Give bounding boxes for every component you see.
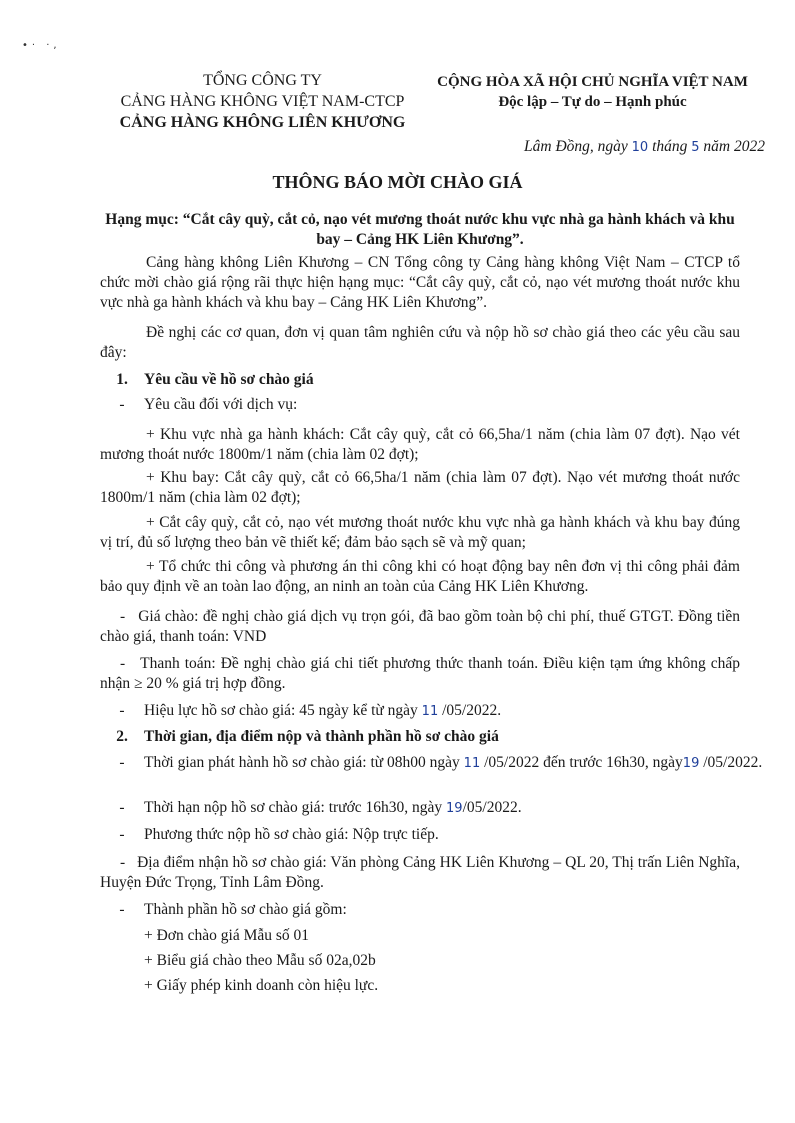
national-line-1: CỘNG HÒA XÃ HỘI CHỦ NGHĨA VIỆT NAM [437,74,748,90]
org-line-2: CẢNG HÀNG KHÔNG VIỆT NAM-CTCP [120,93,405,110]
issue-day-1-handwritten: 11 [463,756,481,771]
document-title: THÔNG BÁO MỜI CHÀO GIÁ [272,172,523,192]
document-subject: Hạng mục: “Cắt cây quỳ, cắt cỏ, nạo vét mương thoát nước khu vực nhà ga hành khách và khu bay – Cảng HK Liên Khương”. [105,211,735,248]
service-requirement [100,395,740,415]
date-suffix: năm 2022 [699,138,765,155]
location-text: Địa điểm nhận hồ sơ chào giá: Văn phòng Cảng HK Liên Khương – QL 20, Thị trấn Liên Nghĩa, Huyện Đức Trọng, Tỉnh Lâm Đồng. [100,854,740,891]
deadline-paragraph: - Thời hạn nộp hồ sơ chào giá: trước 16h30, ngày 19/05/2022. [119,799,522,816]
validity-day-handwritten: 11 [421,704,439,719]
issue-prefix: Thời gian phát hành hồ sơ chào giá: từ 08h00 ngày [144,754,464,771]
requirement-item-3: + Cắt cây quỳ, cắt cỏ, nạo vét mương thoát nước khu vực nhà ga hành khách và khu bay đúng vị trí, đủ số lượng theo bản vẽ thiết kế; đảm bảo sạch sẽ và mỹ quan; [100,514,740,551]
components-text: Thành phần hồ sơ chào giá gồm: [144,901,347,918]
component-item-1: + Đơn chào giá Mẫu số 01 [144,927,310,944]
section-1-heading [100,370,740,390]
dash: - [119,396,125,413]
payment-paragraph: - Thanh toán: Đề nghị chào giá chi tiết phương thức thanh toán. Điều kiện tạm ứng không chấp nhận ≥ 20 % giá trị hợp đồng. [100,655,740,692]
requirement-item-1: + Khu vực nhà ga hành khách: Cắt cây quỳ, cắt cỏ 66,5ha/1 năm (chia làm 07 đợt). Nạo vét mương thoát nước 1800m/1 năm (chia làm 02 đợt); [100,426,740,463]
price-paragraph: - Giá chào: đề nghị chào giá dịch vụ trọn gói, đã bao gồm toàn bộ chi phí, thuế GTGT. Đồng tiền chào giá, thanh toán: VND [100,608,741,645]
document-date [524,138,765,156]
component-item-2: + Biểu giá chào theo Mẫu số 02a,02b [144,952,376,969]
requirement-item-4: + Tổ chức thi công và phương án thi công khi có hoạt động bay nên đơn vị thi công phải đảm bảo quy định về an toàn lao động, an ninh an toàn của Cảng HK Liên Khương. [100,558,740,595]
date-prefix: Lâm Đồng, ngày [524,138,632,155]
validity-prefix: Hiệu lực hồ sơ chào giá: 45 ngày kể từ ngày [144,702,422,719]
org-line-3: CẢNG HÀNG KHÔNG LIÊN KHƯƠNG [119,114,406,131]
scan-mark: •· ·, [22,40,61,51]
requirement-item-2: + Khu bay: Cắt cây quỳ, cắt cỏ 66,5ha/1 năm (chia làm 07 đợt). Nạo vét mương thoát nước 1800m/1 năm (chia làm 02 đợt); [100,469,740,506]
issue-suffix: /05/2022. [699,754,763,771]
national-motto: Độc lập – Tự do – Hạnh phúc [498,94,687,110]
date-day-handwritten: 10 [631,140,649,155]
method-paragraph: - Phương thức nộp hồ sơ chào giá: Nộp trực tiếp. [119,826,439,843]
date-month-handwritten: 5 [691,140,700,155]
issue-mid: /05/2022 đến trước 16h30, ngày [480,754,683,771]
section-1-number: 1. [116,371,128,388]
intro-paragraph-1: Cảng hàng không Liên Khương – CN Tổng công ty Cảng hàng không Việt Nam – CTCP tổ chức mời chào giá rộng rãi thực hiện hạng mục: “Cắt cây quỳ, cắt cỏ, nạo vét mương thoát nước khu vực nhà ga hành khách và khu bay – Cảng HK Liên Khương”. [100,254,740,311]
deadline-prefix: Thời hạn nộp hồ sơ chào giá: trước 16h30, ngày [144,799,447,816]
date-mid: tháng [648,138,692,155]
service-requirement-text: Yêu cầu đối với dịch vụ: [144,396,298,413]
intro-paragraph-2: Đề nghị các cơ quan, đơn vị quan tâm nghiên cứu và nộp hồ sơ chào giá theo các yêu cầu sau đây: [100,324,740,361]
section-2-title: Thời gian, địa điểm nộp và thành phần hồ sơ chào giá [144,728,499,745]
validity-paragraph: - Hiệu lực hồ sơ chào giá: 45 ngày kể từ ngày 11 /05/2022. [119,702,502,719]
issue-day-2-handwritten: 19 [682,756,700,771]
section-1-title: Yêu cầu về hồ sơ chào giá [144,371,314,388]
header-organization [95,70,430,133]
issue-time-paragraph: - Thời gian phát hành hồ sơ chào giá: từ 08h00 ngày 11 /05/2022 đến trước 16h30, ngày19 /05/2022. [119,754,763,771]
location-paragraph: - Địa điểm nhận hồ sơ chào giá: Văn phòng Cảng HK Liên Khương – QL 20, Thị trấn Liên Nghĩa, Huyện Đức Trọng, Tỉnh Lâm Đồng. [100,854,740,891]
component-item-3: + Giấy phép kinh doanh còn hiệu lực. [144,977,379,994]
header-national [425,72,760,112]
section-2-number: 2. [116,728,128,745]
deadline-day-handwritten: 19 [446,801,463,816]
method-text: Phương thức nộp hồ sơ chào giá: Nộp trực tiếp. [144,826,439,843]
validity-suffix: /05/2022. [438,702,502,719]
section-2-heading [100,727,740,747]
payment-text: Thanh toán: Đề nghị chào giá chi tiết phương thức thanh toán. Điều kiện tạm ứng không chấp nhận ≥ 20 % giá trị hợp đồng. [100,655,740,692]
components-paragraph: - Thành phần hồ sơ chào giá gồm: [119,901,347,918]
org-line-1: TỔNG CÔNG TY [203,72,322,89]
deadline-suffix: /05/2022. [462,799,522,816]
price-text: Giá chào: đề nghị chào giá dịch vụ trọn gói, đã bao gồm toàn bộ chi phí, thuế GTGT. Đồng tiền chào giá, thanh toán: VND [100,608,741,645]
